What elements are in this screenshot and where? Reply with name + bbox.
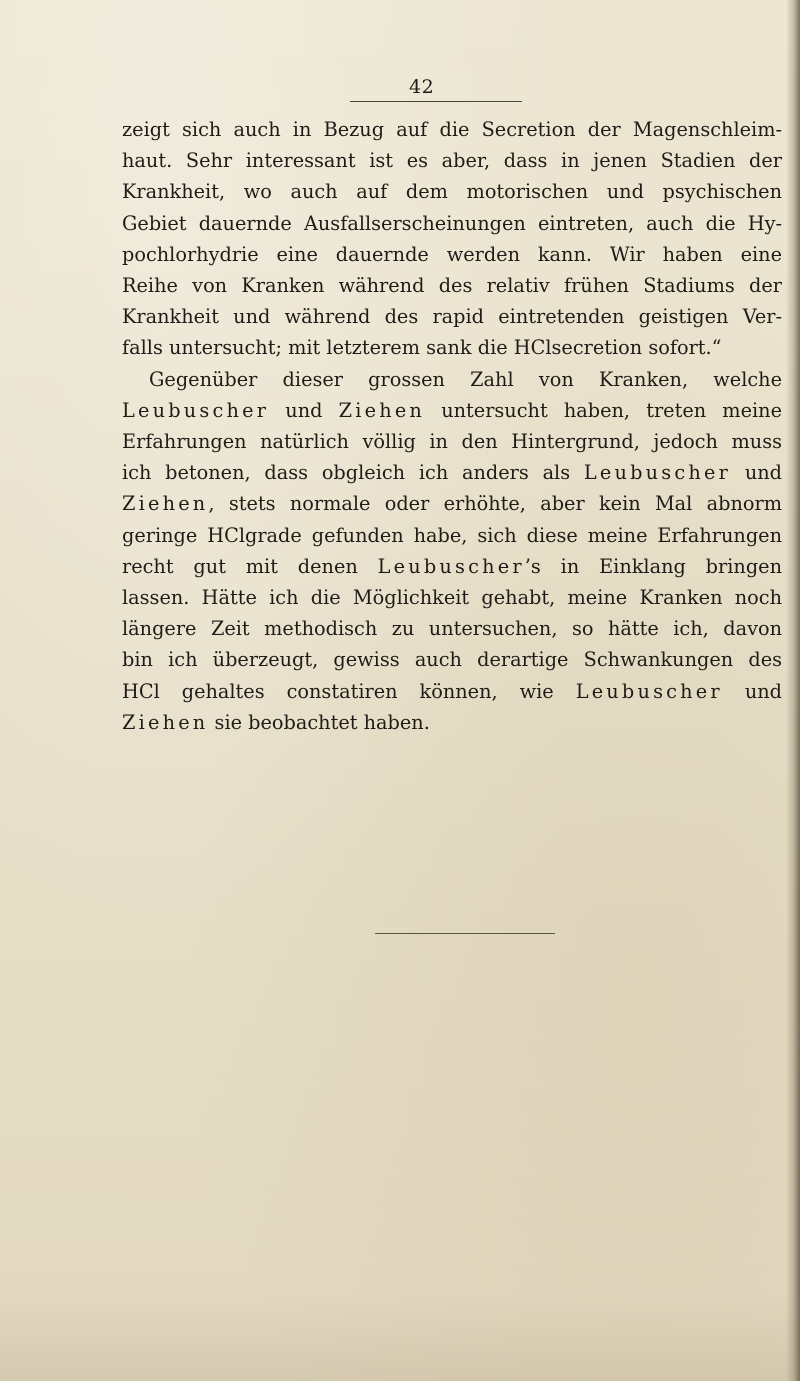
text-line: pochlorhydrie eine dauernde werden kann. Wir haben eine — [122, 242, 782, 266]
author-name: Ziehen — [338, 398, 426, 422]
text-line: Gebiet dauernde Ausfallserscheinungen eintreten, auch die Hy- — [122, 211, 782, 235]
text-line: Ziehen sie beobachtet haben. — [122, 710, 430, 734]
text-line: Erfahrungen natürlich völlig in den Hintergrund, jedoch muss — [122, 430, 782, 454]
text-line: bin ich überzeugt, gewiss auch derartige Schwankungen des — [122, 648, 782, 672]
text-line: recht gut mit denen Leubuscher’s in Einklang bringen — [122, 554, 782, 578]
text-line: längere Zeit methodisch zu untersuchen, so hätte ich, davon — [122, 617, 782, 641]
text-line: Krankheit, wo auch auf dem motorischen und psychischen — [122, 180, 782, 204]
text-line: Gegenüber dieser grossen Zahl von Kranken, welche — [149, 367, 782, 391]
page-bottom-shade — [0, 1291, 800, 1381]
body-text — [122, 114, 782, 738]
text-line: Reihe von Kranken während des relativ frühen Stadiums der — [122, 274, 782, 298]
text-line: zeigt sich auch in Bezug auf die Secretion der Magenschleim- — [122, 118, 782, 141]
text-line: ich betonen, dass obgleich ich anders als Leubuscher und — [122, 461, 783, 485]
page-edge-shadow — [786, 0, 800, 1381]
text-line: falls untersucht; mit letzterem sank die HClsecretion sofort.“ — [122, 336, 722, 360]
page-number: 42 — [409, 76, 435, 98]
text-line: HCl gehaltes constatiren können, wie Leubuscher und — [122, 679, 783, 703]
author-name: Ziehen — [122, 492, 209, 516]
text-line: geringe HClgrade gefunden habe, sich diese meine Erfahrungen — [122, 523, 782, 547]
text-line: Ziehen, stets normale oder erhöhte, aber kein Mal abnorm — [122, 492, 782, 516]
author-name: Leubuscher — [377, 554, 525, 578]
author-name: Ziehen — [122, 710, 209, 734]
author-name: Leubuscher — [583, 461, 732, 485]
end-rule — [375, 933, 555, 934]
text-line: Leubuscher und Ziehen untersucht haben, treten meine — [122, 398, 782, 422]
header-rule — [350, 101, 522, 102]
text-line: haut. Sehr interessant ist es aber, dass in jenen Stadien der — [122, 149, 782, 173]
author-name: Leubuscher — [575, 679, 723, 703]
text-line: Krankheit und während des rapid eintretenden geistigen Ver- — [122, 305, 782, 329]
text-line: lassen. Hätte ich die Möglichkeit gehabt, meine Kranken noch — [122, 586, 782, 610]
author-name: Leubuscher — [122, 398, 270, 422]
